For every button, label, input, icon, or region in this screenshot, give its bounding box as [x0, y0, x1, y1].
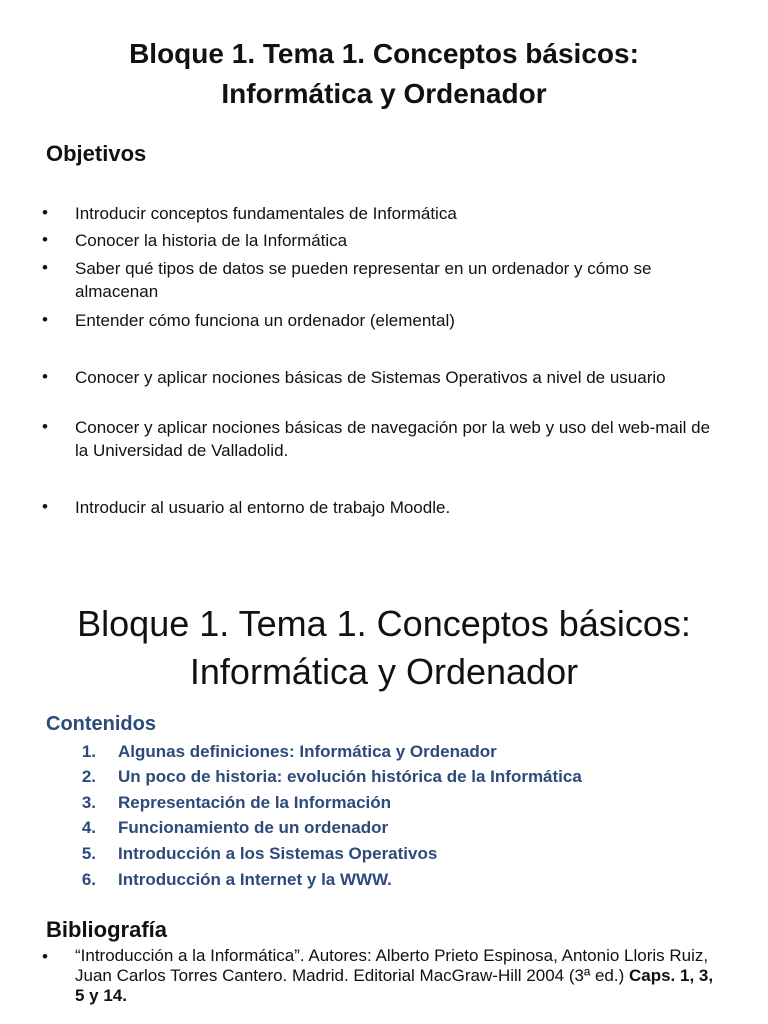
slide-title [0, 34, 768, 114]
item-number: 3. [81, 793, 96, 812]
item-number: 2. [81, 767, 96, 786]
bullet-icon: • [42, 417, 48, 436]
item-label: Algunas definiciones: Informática y Ordenador [118, 742, 497, 761]
list-item [0, 790, 768, 816]
list-item [0, 739, 768, 765]
bullet-icon: • [42, 497, 48, 516]
bullet-icon: • [42, 367, 48, 386]
title-line-1: Bloque 1. Tema 1. Conceptos básicos: [77, 603, 691, 644]
objective-text: Introducir al usuario al entorno de trabajo Moodle. [75, 498, 451, 517]
slide-contenidos [0, 560, 768, 1024]
objective-text: Conocer y aplicar nociones básicas de Sistemas Operativos a nivel de usuario [75, 368, 666, 387]
item-number: 4. [81, 818, 96, 837]
item-number: 6. [81, 870, 96, 889]
bibliography-text: “Introducción a la Informática”. Autores: Alberto Prieto Espinosa, Antonio Lloris Ruiz, Juan Carlos Torres Cantero. Madrid. Editorial MacGraw-Hill 2004 (3ª ed.) [75, 946, 709, 985]
bullet-icon: • [42, 310, 48, 329]
item-label: Un poco de historia: evolución histórica de la Informática [118, 767, 582, 786]
item-label: Representación de la Información [118, 793, 392, 812]
item-label: Introducción a los Sistemas Operativos [118, 844, 438, 863]
contents-heading: Contenidos [46, 713, 156, 735]
list-item [0, 867, 768, 893]
bullet-icon: • [42, 258, 48, 277]
bibliography-entry [75, 946, 725, 1006]
title-line-2: Informática y Ordenador [221, 78, 547, 109]
item-label: Introducción a Internet y la WWW. [118, 870, 392, 889]
title-line-1: Bloque 1. Tema 1. Conceptos básicos: [129, 38, 639, 69]
bullet-icon: • [42, 203, 48, 222]
list-item [0, 815, 768, 841]
item-number: 5. [81, 844, 96, 863]
objective-text: Saber qué tipos de datos se pueden representar en un ordenador y cómo se almacenan [75, 259, 652, 301]
item-label: Funcionamiento de un ordenador [118, 818, 389, 837]
objective-text: Conocer y aplicar nociones básicas de navegación por la web y uso del web-mail de la Universidad de Valladolid. [75, 418, 711, 460]
objective-text: Conocer la historia de la Informática [75, 231, 348, 250]
item-number: 1. [81, 742, 96, 761]
objectives-heading: Objetivos [46, 141, 147, 166]
objective-text: Entender cómo funciona un ordenador (elemental) [75, 311, 455, 330]
bibliography-heading: Bibliografía [46, 917, 168, 942]
title-line-2: Informática y Ordenador [189, 651, 579, 692]
bullet-icon: • [42, 947, 48, 966]
bullet-icon: • [42, 230, 48, 249]
list-item [0, 764, 768, 790]
slide-title [0, 600, 768, 696]
list-item [0, 841, 768, 867]
bibliography-chapters: Caps. 1, 3, 5 y 14. [75, 966, 714, 1005]
objective-text: Introducir conceptos fundamentales de Informática [75, 204, 457, 223]
